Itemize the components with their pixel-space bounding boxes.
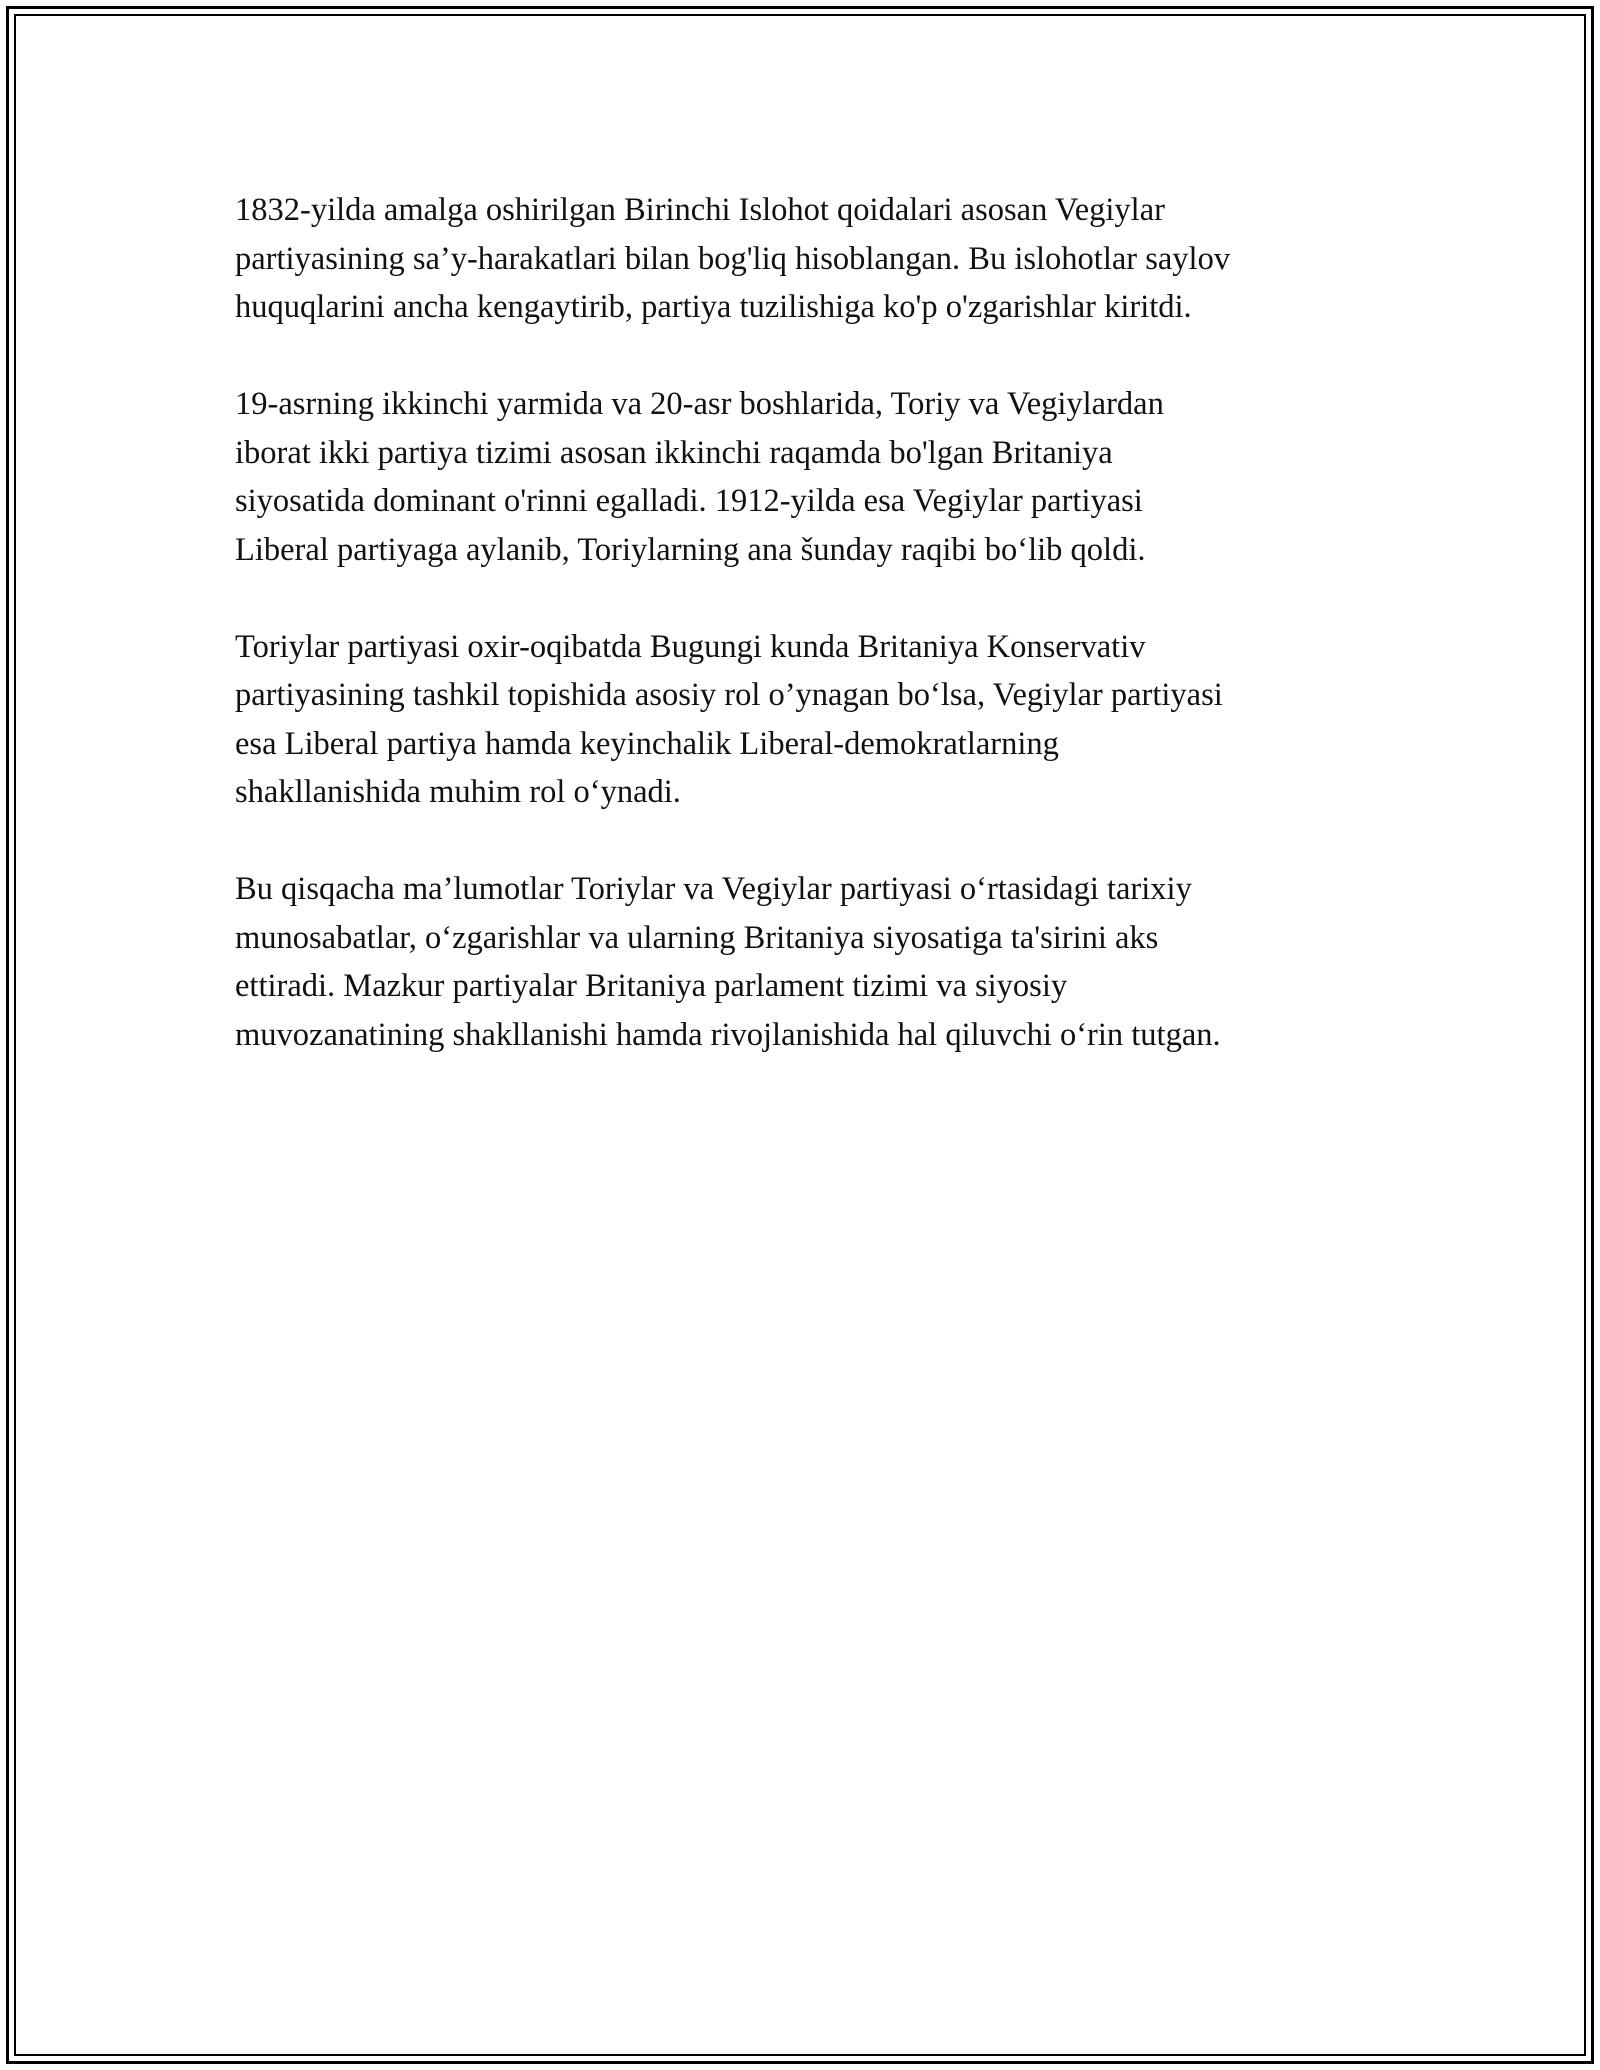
text-line: muvozanatining shakllanishi hamda rivojlanishida hal qiluvchi o‘rin tutgan. xyxy=(235,1016,1221,1053)
paragraph-2 xyxy=(235,380,1375,574)
text-line: huquqlarini ancha kengaytirib, partiya tuzilishiga ko'p o'zgarishlar kiritdi. xyxy=(235,289,1192,325)
text-line: 19-asrning ikkinchi yarmida va 20-asr boshlarida, Toriy va Vegiylardan xyxy=(235,386,1164,422)
text-line: shakllanishida muhim rol o‘ynadi. xyxy=(235,774,681,810)
text-line: siyosatida dominant o'rinni egalladi. 1912-yilda esa Vegiylar partiyasi xyxy=(235,483,1143,519)
text-line: Bu qisqacha ma’lumotlar Toriylar va Vegiylar partiyasi o‘rtasidagi tarixiy xyxy=(235,871,1192,907)
text-line: munosabatlar, o‘zgarishlar va ularning Britaniya siyosatiga ta'sirini aks xyxy=(235,919,1159,956)
text-line: 1832-yilda amalga oshirilgan Birinchi Islohot qoidalari asosan Vegiylar xyxy=(235,192,1165,228)
paragraph-3 xyxy=(235,623,1375,817)
paragraph-1 xyxy=(235,186,1375,332)
text-line: iborat ikki partiya tizimi asosan ikkinchi raqamda bo'lgan Britaniya xyxy=(235,434,1113,471)
text-line: Liberal partiyaga aylanib, Toriylarning ana šunday raqibi bo‘lib qoldi. xyxy=(235,531,1146,568)
text-line: esa Liberal partiya hamda keyinchalik Liberal-demokratlarning xyxy=(235,725,1059,762)
text-line: partiyasining sa’y-harakatlari bilan bog'liq hisoblangan. Bu islohotlar saylov xyxy=(235,240,1231,277)
text-line: Toriylar partiyasi oxir-oqibatda Bugungi kunda Britaniya Konservativ xyxy=(235,628,1146,665)
document-body xyxy=(235,186,1375,1108)
text-line: ettiradi. Mazkur partiyalar Britaniya parlament tizimi va siyosiy xyxy=(235,968,1068,1004)
paragraph-4 xyxy=(235,865,1375,1059)
text-line: partiyasining tashkil topishida asosiy rol o’ynagan bo‘lsa, Vegiylar partiyasi xyxy=(235,677,1223,713)
